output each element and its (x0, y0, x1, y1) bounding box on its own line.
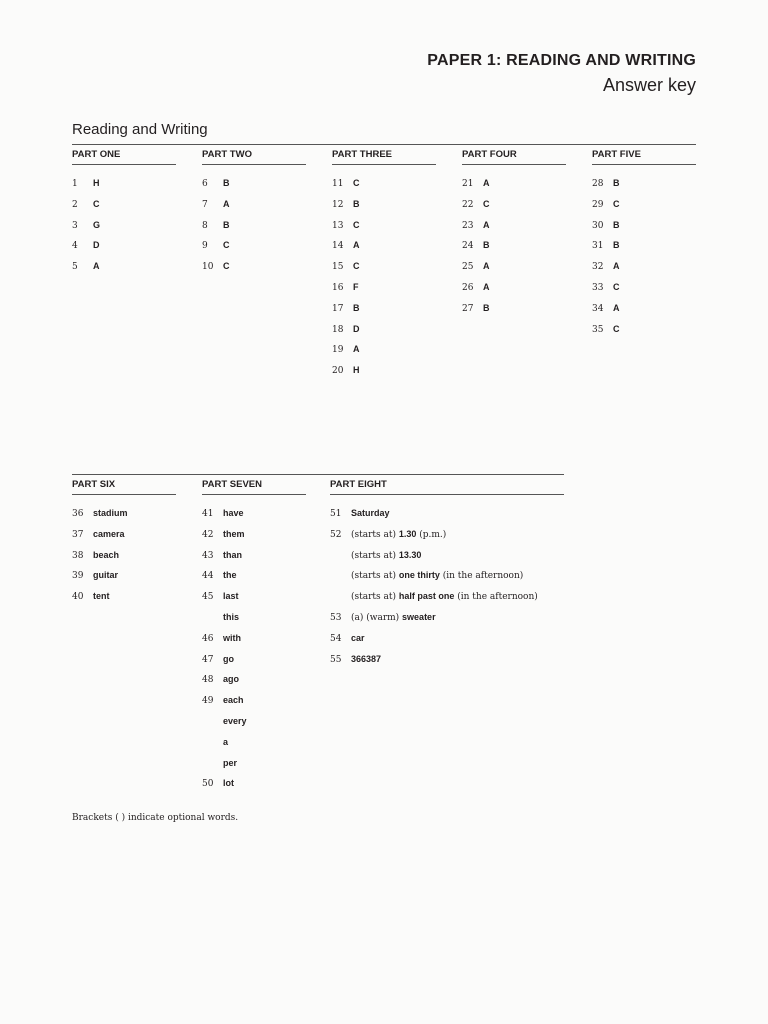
question-number: 30 (592, 220, 604, 231)
answer-text: A (613, 261, 620, 272)
question-number: 51 (330, 509, 342, 519)
part-five-heading: PART FIVE (592, 145, 696, 165)
answer-row (332, 215, 436, 236)
answer-row (330, 586, 564, 607)
question-number: 11 (332, 179, 344, 189)
answer-text: A (223, 198, 230, 209)
answer-row (592, 298, 696, 319)
question-number: 13 (332, 220, 344, 231)
question-number: 48 (202, 675, 214, 686)
part-four-column (462, 145, 566, 319)
question-number: 47 (202, 654, 214, 665)
part-two-column (202, 145, 306, 277)
answer-text: 1.30 (398, 528, 417, 539)
answer-text: stadium (93, 508, 128, 518)
answer-row (202, 173, 306, 194)
question-number: 44 (202, 571, 214, 582)
optional-words: (in the afternoon) (454, 592, 538, 603)
answer-row (202, 649, 306, 670)
optional-words: (a) (warm) (351, 612, 403, 623)
answer-row (202, 545, 306, 566)
optional-words: (starts at) (351, 529, 399, 540)
answer-text: C (613, 323, 620, 334)
question-number: 49 (202, 696, 214, 707)
answer-text: D (353, 323, 360, 334)
question-number: 42 (202, 529, 214, 540)
question-number: 6 (202, 179, 208, 189)
question-number: 35 (592, 324, 604, 335)
answer-row (72, 545, 176, 566)
answer-row (72, 235, 176, 256)
answer-text: than (223, 549, 242, 560)
question-number: 19 (332, 345, 344, 356)
part-two-heading: PART TWO (202, 145, 306, 165)
answer-text: Saturday (351, 508, 390, 518)
answer-row (330, 628, 564, 649)
question-number: 9 (202, 241, 208, 252)
answer-row (202, 524, 306, 545)
answer-text: C (353, 261, 360, 272)
question-number: 36 (72, 509, 84, 519)
answer-row (332, 360, 436, 381)
answer-text: a (223, 736, 229, 747)
question-number: 28 (592, 179, 604, 189)
answer-row (462, 173, 566, 194)
part-two-list (202, 173, 306, 277)
part-five-column (592, 145, 696, 339)
question-number: 33 (592, 282, 604, 293)
answer-row (72, 173, 176, 194)
question-number: 1 (72, 179, 78, 189)
question-number: 21 (462, 179, 474, 189)
question-number: 18 (332, 324, 344, 335)
answer-text: B (613, 240, 620, 251)
answer-text: B (613, 219, 620, 230)
answer-row (462, 277, 566, 298)
page-title: PAPER 1: READING AND WRITING (427, 52, 696, 69)
answer-text: have (223, 508, 244, 518)
answer-row (592, 319, 696, 340)
answer-row (330, 524, 564, 545)
answer-row (202, 256, 306, 277)
question-number: 53 (330, 612, 342, 623)
answer-text: C (613, 198, 620, 209)
answer-text: B (223, 178, 230, 188)
question-number: 37 (72, 529, 84, 540)
answer-row (330, 607, 564, 628)
answer-text: C (483, 198, 490, 209)
answer-row (462, 215, 566, 236)
answer-row (332, 277, 436, 298)
answer-text: per (223, 757, 238, 768)
part-three-column (332, 145, 436, 381)
section-heading: Reading and Writing (72, 121, 208, 138)
answer-text: A (613, 302, 620, 313)
answer-row (72, 215, 176, 236)
answer-text: A (483, 261, 490, 272)
answer-text: sweater (402, 611, 436, 622)
question-number: 17 (332, 303, 344, 314)
question-number: 43 (202, 550, 214, 561)
optional-words: (in the afternoon) (439, 571, 524, 582)
answer-row (592, 194, 696, 215)
answer-row (202, 586, 306, 607)
part-eight-heading: PART EIGHT (330, 475, 564, 495)
answer-text: the (223, 570, 237, 581)
question-number: 50 (202, 779, 214, 790)
answer-text: camera (93, 528, 125, 539)
answer-row (330, 545, 564, 566)
answer-row (202, 753, 306, 774)
answer-row (592, 277, 696, 298)
answer-text: guitar (93, 570, 119, 581)
part-one-heading: PART ONE (72, 145, 176, 165)
answer-text: G (93, 219, 101, 230)
answer-row (72, 503, 176, 524)
part-three-list (332, 173, 436, 381)
part-eight-list (330, 503, 564, 669)
answer-row (462, 256, 566, 277)
answer-text: B (353, 302, 360, 313)
answer-row (592, 256, 696, 277)
answer-row (202, 690, 306, 711)
answer-text: 13.30 (398, 549, 422, 560)
question-number: 8 (202, 220, 208, 231)
answer-text: go (223, 653, 234, 664)
question-number: 5 (72, 262, 78, 273)
question-number: 45 (202, 592, 214, 603)
answer-text: A (93, 261, 100, 272)
part-three-heading: PART THREE (332, 145, 436, 165)
answer-text: them (223, 528, 245, 539)
part-one-column (72, 145, 176, 277)
question-number: 15 (332, 262, 344, 273)
answer-row (72, 194, 176, 215)
question-number: 46 (202, 633, 214, 644)
answer-row (462, 235, 566, 256)
answer-text: H (93, 178, 100, 188)
answer-text: beach (93, 549, 120, 560)
answer-text: B (353, 198, 360, 209)
answer-text: car (351, 632, 365, 643)
answer-text: 366387 (351, 653, 382, 664)
answer-text: H (353, 365, 360, 376)
question-number: 4 (72, 241, 78, 252)
answer-text: one thirty (398, 570, 440, 581)
optional-words: (starts at) (351, 550, 399, 561)
part-seven-heading: PART SEVEN (202, 475, 306, 495)
answer-text: ago (223, 674, 240, 685)
answer-row (592, 173, 696, 194)
question-number: 22 (462, 199, 474, 210)
optional-words: (starts at) (351, 571, 399, 582)
answer-text: C (613, 281, 620, 292)
question-number: 55 (330, 654, 342, 665)
answer-text: D (93, 240, 100, 251)
answer-row (330, 503, 564, 524)
answer-row (202, 235, 306, 256)
part-one-list (72, 173, 176, 277)
answer-row (202, 607, 306, 628)
answer-text: F (353, 281, 359, 292)
question-number: 3 (72, 220, 78, 231)
answer-text: lot (223, 778, 234, 789)
answer-text: A (483, 281, 490, 292)
answer-text: B (613, 178, 620, 188)
answer-text: A (353, 344, 360, 355)
part-four-heading: PART FOUR (462, 145, 566, 165)
part-seven-column (202, 475, 306, 794)
answer-text: C (223, 261, 230, 272)
question-number: 27 (462, 303, 474, 314)
question-number: 32 (592, 262, 604, 273)
question-number: 31 (592, 241, 604, 252)
answer-text: A (483, 178, 490, 188)
answer-row (332, 173, 436, 194)
answer-text: this (223, 611, 240, 622)
question-number: 41 (202, 509, 214, 519)
footnote: Brackets ( ) indicate optional words. (72, 813, 239, 823)
answer-text: tent (93, 591, 110, 602)
answer-text: each (223, 695, 244, 706)
part-six-column (72, 475, 176, 607)
answer-text: with (223, 632, 241, 643)
part-five-list (592, 173, 696, 339)
part-eight-column (330, 475, 564, 669)
question-number: 26 (462, 282, 474, 293)
answer-row (592, 215, 696, 236)
answer-text: every (223, 715, 247, 726)
part-six-list (72, 503, 176, 607)
part-four-list (462, 173, 566, 319)
answer-text: C (353, 219, 360, 230)
answer-text: B (483, 240, 490, 251)
question-number: 38 (72, 550, 84, 561)
answer-row (462, 298, 566, 319)
question-number: 16 (332, 282, 344, 293)
answer-row (462, 194, 566, 215)
part-seven-list (202, 503, 306, 794)
optional-words: (p.m.) (416, 529, 447, 540)
optional-words: (starts at) (351, 592, 399, 603)
answer-row (202, 711, 306, 732)
answer-text: C (353, 178, 360, 188)
answer-text: C (93, 198, 100, 209)
page-subtitle: Answer key (602, 75, 696, 95)
answer-row (72, 524, 176, 545)
question-number: 54 (330, 633, 342, 644)
answer-text: last (223, 591, 239, 602)
answer-text: C (223, 240, 230, 251)
question-number: 29 (592, 199, 604, 210)
question-number: 23 (462, 220, 474, 231)
answer-text: A (353, 240, 360, 251)
answer-row (202, 215, 306, 236)
question-number: 7 (202, 199, 208, 210)
answer-row (202, 732, 306, 753)
question-number: 24 (462, 241, 474, 252)
answer-row (592, 235, 696, 256)
answer-row (72, 565, 176, 586)
answer-text: half past one (398, 591, 455, 602)
question-number: 25 (462, 262, 474, 273)
answer-text: B (223, 219, 230, 230)
answer-row (330, 565, 564, 586)
answer-row (332, 339, 436, 360)
answer-row (202, 194, 306, 215)
answer-row (330, 649, 564, 670)
answer-text: A (483, 219, 490, 230)
answer-text: B (483, 302, 490, 313)
answer-row (202, 628, 306, 649)
answer-row (332, 194, 436, 215)
question-number: 52 (330, 529, 342, 540)
answer-row (332, 319, 436, 340)
answer-row (202, 503, 306, 524)
answer-row (202, 773, 306, 794)
question-number: 39 (72, 571, 84, 582)
answer-row (202, 565, 306, 586)
question-number: 40 (72, 592, 84, 603)
answer-row (72, 256, 176, 277)
answer-row (202, 669, 306, 690)
answer-row (332, 256, 436, 277)
question-number: 10 (202, 262, 214, 273)
part-six-heading: PART SIX (72, 475, 176, 495)
question-number: 14 (332, 241, 344, 252)
question-number: 20 (332, 366, 344, 377)
answer-row (332, 298, 436, 319)
question-number: 34 (592, 303, 604, 314)
question-number: 12 (332, 199, 344, 210)
question-number: 2 (72, 199, 78, 210)
answer-row (72, 586, 176, 607)
answer-row (332, 235, 436, 256)
